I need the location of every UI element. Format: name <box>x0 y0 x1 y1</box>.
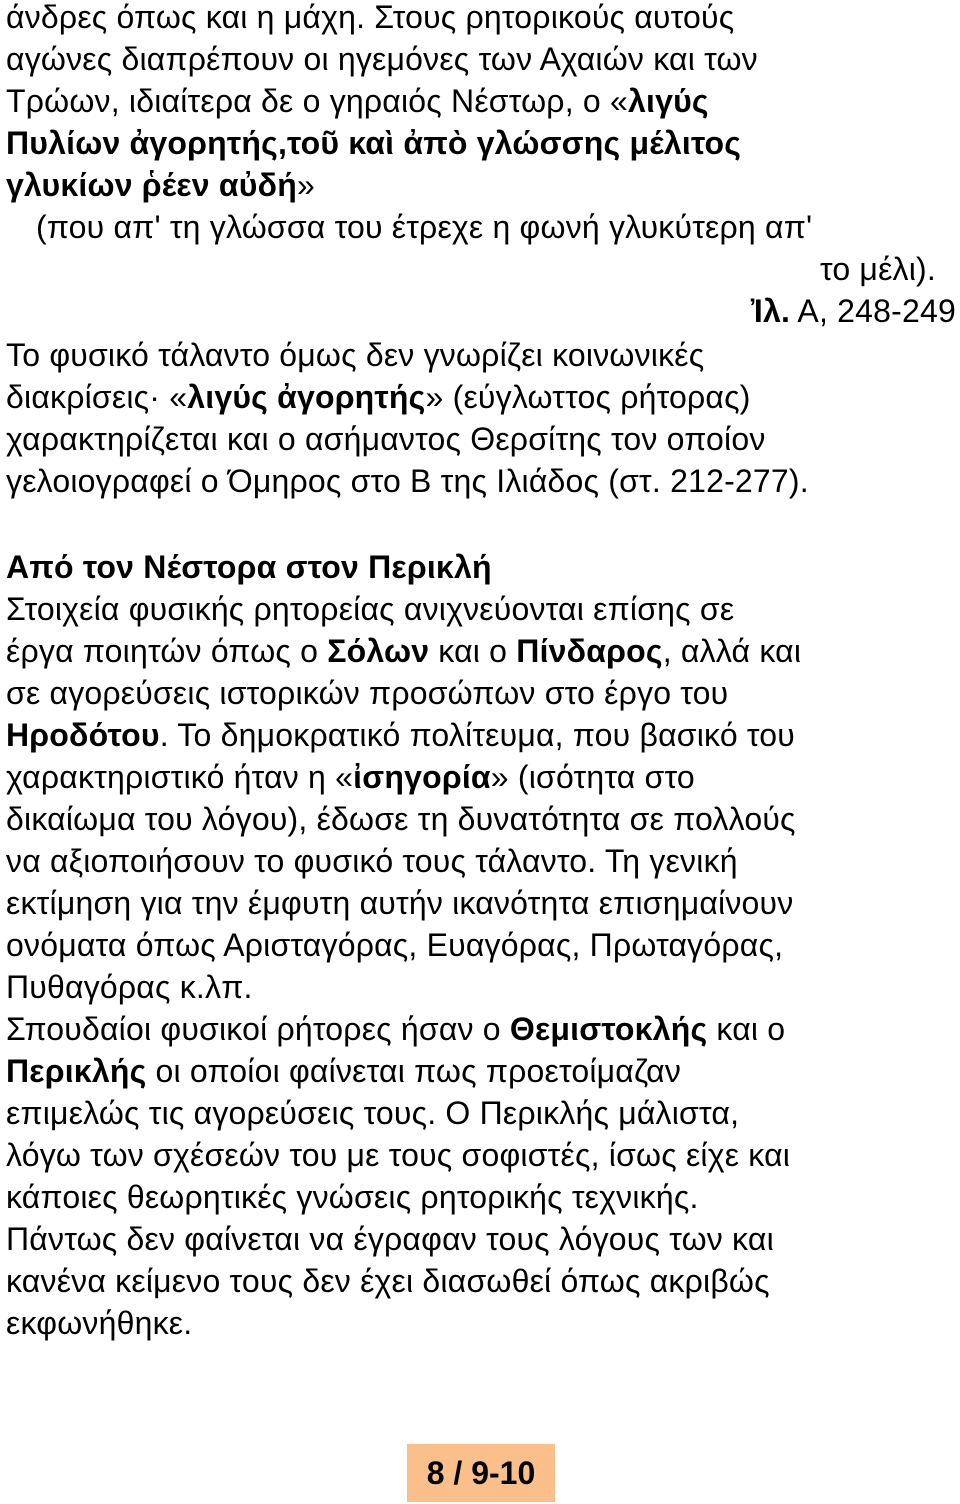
paragraph-4-line-3: επιμελώς τις αγορεύσεις τους. Ο Περικλής μάλιστα, <box>6 1095 740 1131</box>
paragraph-2-line-1: Το φυσικό τάλαντο όμως δεν γνωρίζει κοινωνικές <box>6 337 705 373</box>
paragraph-3-line-9: ονόματα όπως Αρισταγόρας, Ευαγόρας, Πρωταγόρας, <box>6 927 784 963</box>
text-span: » (ισότητα στο <box>490 759 695 795</box>
paragraph-1-line-7: το μέλι). <box>819 251 936 287</box>
citation-reference <box>751 290 956 332</box>
paragraph-4-line-6: Πάντως δεν φαίνεται να έγραφαν τους λόγους των και <box>6 1221 774 1257</box>
paragraph-3-line-3: σε αγορεύσεις ιστορικών προσώπων στο έργο του <box>6 675 729 711</box>
paragraph-1-line-2: αγώνες διαπρέπουν οι ηγεμόνες των Αχαιών και των <box>6 41 758 77</box>
name-bold: Πίνδαρος <box>516 633 663 669</box>
paragraph-3-line-2 <box>6 630 801 672</box>
text-span: » <box>296 167 315 203</box>
text-span: και ο <box>707 1011 786 1047</box>
citation-abbrev: Ἰλ. <box>750 293 791 329</box>
text-span: » (εύγλωττος ρήτορας) <box>425 379 751 415</box>
paragraph-1-line-4: Πυλίων ἀγορητής,τοῦ καὶ ἀπὸ γλώσσης μέλιτος <box>6 125 742 161</box>
paragraph-4-line-1 <box>6 1008 785 1050</box>
greek-quote-bold: γλυκίων ῥέεν αὐδή <box>6 167 297 203</box>
paragraph-3-line-6: δικαίωμα του λόγου), έδωσε τη δυνατότητα σε πολλούς <box>6 801 796 837</box>
text-span: οι οποίοι φαίνεται πως προετοίμαζαν <box>146 1053 682 1089</box>
paragraph-3-line-7: να αξιοποιήσουν το φυσικό τους τάλαντο. Τη γενική <box>6 843 738 879</box>
paragraph-1-line-1: άνδρες όπως και η μάχη. Στους ρητορικούς αυτούς <box>6 0 735 35</box>
page-number: 8 / 9-10 <box>407 1444 555 1502</box>
paragraph-1-line-6: (που απ' τη γλώσσα του έτρεχε η φωνή γλυκύτερη απ' <box>36 209 813 245</box>
paragraph-3-line-5 <box>6 756 695 798</box>
text-span: χαρακτηριστικό ήταν η « <box>6 759 354 795</box>
text-span: Σπουδαίοι φυσικοί ρήτορες ήσαν ο <box>6 1011 510 1047</box>
paragraph-2-line-3: χαρακτηρίζεται και ο ασήμαντος Θερσίτης τον οποίον <box>6 421 766 457</box>
text-span: Τρώων, ιδιαίτερα δε ο γηραιός Νέστωρ, ο « <box>6 83 628 119</box>
text-span: . Το δημοκρατικό πολίτευμα, που βασικό του <box>159 717 796 753</box>
name-bold: Θεμιστοκλής <box>509 1011 708 1047</box>
name-bold: Ηροδότου <box>6 717 160 753</box>
paragraph-3-line-4 <box>6 714 795 756</box>
paragraph-4-line-8: εκφωνήθηκε. <box>6 1305 193 1341</box>
paragraph-2-line-2 <box>6 376 751 418</box>
text-span: , αλλά και <box>662 633 802 669</box>
paragraph-3-line-1: Στοιχεία φυσικής ρητορείας ανιχνεύονται επίσης σε <box>6 591 735 627</box>
paragraph-2-line-4: γελοιογραφεί ο Όμηρος στο Β της Ιλιάδος (στ. 212-277). <box>6 463 809 499</box>
paragraph-3-line-8: εκτίμηση για την έμφυτη αυτήν ικανότητα επισημαίνουν <box>6 885 794 921</box>
citation-verses: Α, 248-249 <box>790 293 956 329</box>
greek-quote-bold: λιγύς ἀγορητής <box>187 379 426 415</box>
paragraph-4-line-4: λόγω των σχέσεών του με τους σοφιστές, ίσως είχε και <box>6 1137 791 1173</box>
greek-quote-bold: λιγύς <box>627 83 709 119</box>
greek-term-bold: ἰσηγορία <box>353 759 491 795</box>
paragraph-1-line-3 <box>6 80 709 122</box>
paragraph-3-line-10: Πυθαγόρας κ.λπ. <box>6 969 253 1005</box>
name-bold: Σόλων <box>327 633 430 669</box>
section-heading: Από τον Νέστορα στον Περικλή <box>6 549 492 585</box>
text-span: έργα ποιητών όπως ο <box>6 633 328 669</box>
name-bold: Περικλής <box>6 1053 147 1089</box>
paragraph-4-line-7: κανένα κείμενο τους δεν έχει διασωθεί όπως ακριβώς <box>6 1263 770 1299</box>
paragraph-4-line-2 <box>6 1050 681 1092</box>
paragraph-1-line-5 <box>6 164 315 206</box>
paragraph-4-line-5: κάποιες θεωρητικές γνώσεις ρητορικής τεχνικής. <box>6 1179 699 1215</box>
text-span: διακρίσεις· « <box>6 379 188 415</box>
text-span: και ο <box>429 633 517 669</box>
